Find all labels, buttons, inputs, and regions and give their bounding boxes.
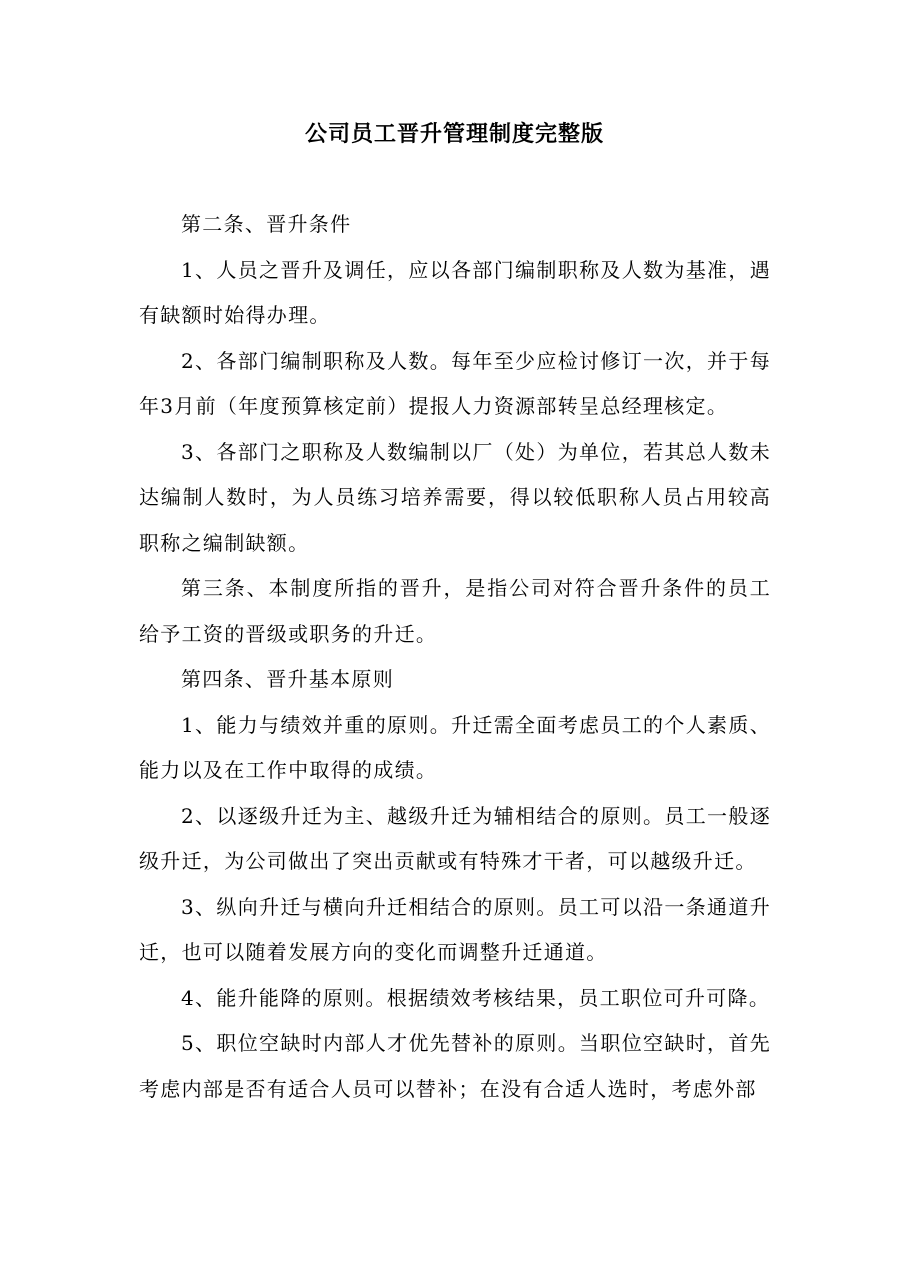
paragraph-condition-2: 2、各部门编制职称及人数。每年至少应检讨修订一次，并于每年3月前（年度预算核定前）提报人力资源部转呈总经理核定。: [139, 348, 771, 418]
paragraph-principle-5: 5、职位空缺时内部人才优先替补的原则。当职位空缺时，首先考虑内部是否有适合人员可以替补；在没有合适人选时，考虑外部: [139, 1031, 771, 1101]
paragraph-principle-1: 1、能力与绩效并重的原则。升迁需全面考虑员工的个人素质、能力以及在工作中取得的成绩。: [139, 712, 771, 782]
paragraph-principle-3: 3、纵向升迁与横向升迁相结合的原则。员工可以沿一条通道升迁，也可以随着发展方向的变化而调整升迁通道。: [139, 894, 771, 964]
document-body: [139, 202, 771, 1112]
paragraph-condition-3: 3、各部门之职称及人数编制以厂（处）为单位，若其总人数未达编制人数时，为人员练习培养需要，得以较低职称人员占用较高职称之编制缺额。: [139, 439, 771, 555]
paragraph-article-2-heading: 第二条、晋升条件: [181, 212, 352, 236]
paragraph-condition-1: 1、人员之晋升及调任，应以各部门编制职称及人数为基准，遇有缺额时始得办理。: [139, 257, 771, 327]
paragraph-article-4-heading: 第四条、晋升基本原则: [181, 667, 394, 691]
paragraph-principle-2: 2、以逐级升迁为主、越级升迁为辅相结合的原则。员工一般逐级升迁，为公司做出了突出贡献或有特殊才干者，可以越级升迁。: [139, 803, 771, 873]
document-title: 公司员工晋升管理制度完整版: [304, 121, 604, 147]
paragraph-article-3: 第三条、本制度所指的晋升，是指公司对符合晋升条件的员工给予工资的晋级或职务的升迁。: [139, 576, 771, 646]
paragraph-principle-4: 4、能升能降的原则。根据绩效考核结果，员工职位可升可降。: [181, 985, 771, 1010]
